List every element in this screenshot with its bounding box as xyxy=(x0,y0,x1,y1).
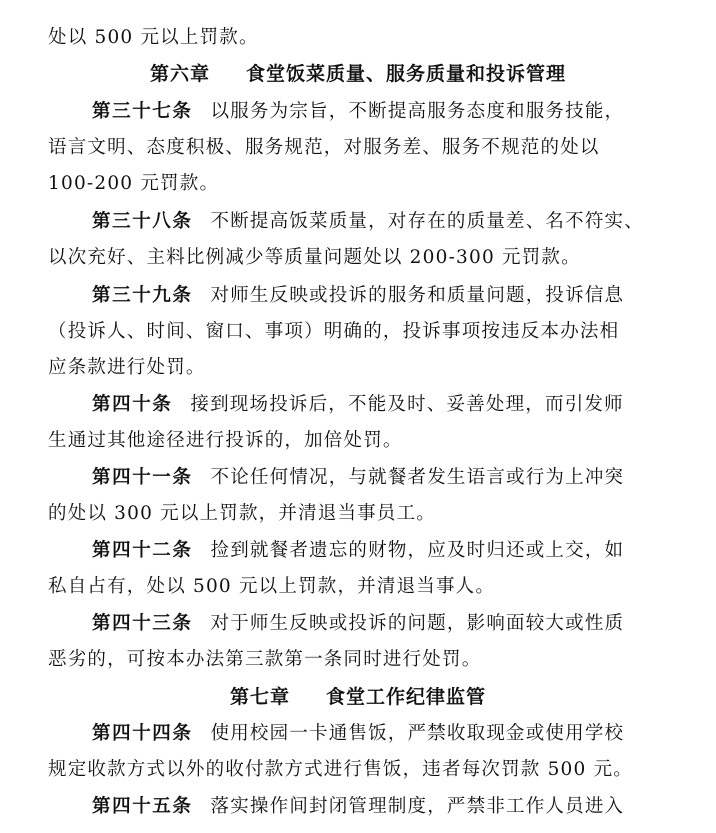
chapter-title: 食堂工作纪律监管 xyxy=(326,686,487,708)
article-text: 使用校园一卡通售饭，严禁收取现金或使用学校 xyxy=(210,723,625,744)
article-number: 第四十一条 xyxy=(92,467,193,488)
article-44 xyxy=(92,722,668,746)
chapter-heading-6 xyxy=(0,61,716,87)
article-40 xyxy=(92,393,668,417)
chapter-title: 食堂饭菜质量、服务质量和投诉管理 xyxy=(246,63,567,85)
article-text: 接到现场投诉后，不能及时、妥善处理，而引发师 xyxy=(190,394,624,415)
article-text: 对于师生反映或投诉的问题，影响面较大或性质 xyxy=(210,613,625,634)
article-number: 第四十二条 xyxy=(92,540,193,561)
article-text: 落实操作间封闭管理制度，严禁非工作人员进入 xyxy=(210,796,625,817)
article-43 xyxy=(92,612,668,636)
text-line: 规定收款方式以外的收付款方式进行售饭，违者每次罚款 500 元。 xyxy=(48,759,633,780)
article-41 xyxy=(92,466,668,490)
text-line: 的处以 300 元以上罚款，并清退当事员工。 xyxy=(48,503,436,524)
text-line: 处以 500 元以上罚款。 xyxy=(48,27,259,48)
article-37 xyxy=(92,100,668,124)
article-number: 第三十七条 xyxy=(92,101,193,122)
chapter-heading-7 xyxy=(0,684,716,710)
text-line: 应条款进行处罚。 xyxy=(48,357,206,378)
chapter-number: 第七章 xyxy=(229,686,290,708)
article-38 xyxy=(92,210,668,234)
chapter-number: 第六章 xyxy=(149,63,210,85)
article-number: 第三十八条 xyxy=(92,211,193,232)
article-number: 第四十三条 xyxy=(92,613,193,634)
article-42 xyxy=(92,539,668,563)
article-39 xyxy=(92,284,668,308)
article-text: 以服务为宗旨，不断提高服务态度和服务技能， xyxy=(210,101,625,122)
text-line: 语言文明、态度积极、服务规范，对服务差、服务不规范的处以 xyxy=(48,137,600,158)
article-text: 不论任何情况，与就餐者发生语言或行为上冲突 xyxy=(210,467,625,488)
article-number: 第三十九条 xyxy=(92,285,193,306)
article-number: 第四十五条 xyxy=(92,796,193,817)
text-line: 以次充好、主料比例减少等质量问题处以 200-300 元罚款。 xyxy=(48,247,581,268)
article-text: 捡到就餐者遗忘的财物，应及时归还或上交，如 xyxy=(210,540,625,561)
article-number: 第四十四条 xyxy=(92,723,193,744)
article-text: 对师生反映或投诉的服务和质量问题，投诉信息 xyxy=(210,285,625,306)
text-line: 恶劣的，可按本办法第三款第一条同时进行处罚。 xyxy=(48,649,482,670)
article-number: 第四十条 xyxy=(92,394,173,415)
text-line: 生通过其他途径进行投诉的，加倍处罚。 xyxy=(48,430,403,451)
article-text: 不断提高饭菜质量，对存在的质量差、名不符实、 xyxy=(210,211,644,232)
text-line: 私自占有，处以 500 元以上罚款，并清退当事人。 xyxy=(48,576,496,597)
article-45 xyxy=(92,795,668,819)
text-line: 100-200 元罚款。 xyxy=(48,173,220,194)
text-line: （投诉人、时间、窗口、事项）明确的，投诉事项按违反本办法相 xyxy=(48,321,620,342)
